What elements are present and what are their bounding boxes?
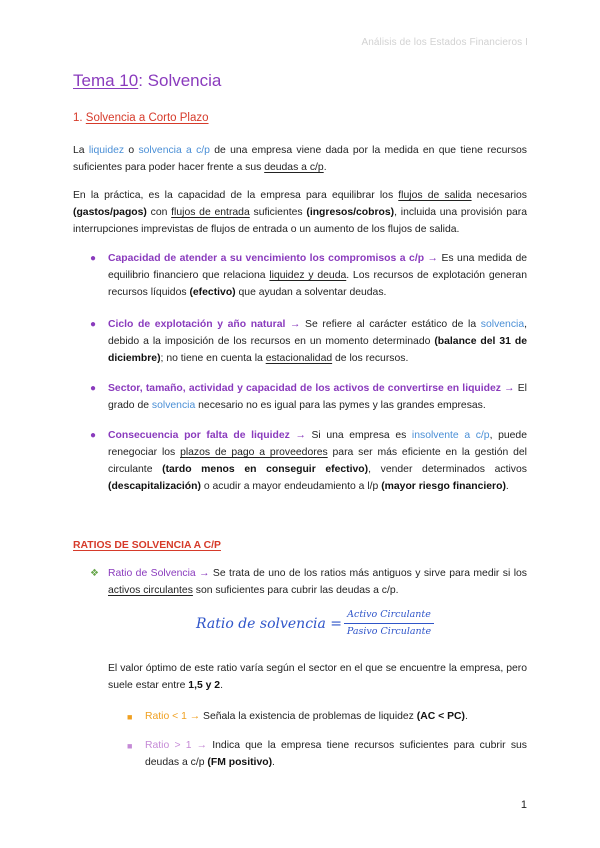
bold-term: 1,5 y 2 bbox=[188, 680, 221, 691]
term-solvencia: solvencia bbox=[151, 400, 196, 411]
ratio-lead: Ratio > 1 → bbox=[145, 740, 208, 751]
text: ; no tiene en cuenta la bbox=[160, 353, 266, 364]
bullet-sector bbox=[73, 380, 527, 414]
bullet-lead: Consecuencia por falta de liquidez → bbox=[108, 430, 306, 441]
page-number: 1 bbox=[520, 799, 527, 811]
page-title bbox=[73, 72, 221, 89]
text: con bbox=[146, 207, 172, 218]
term-solvencia-cp: solvencia a c/p bbox=[138, 145, 210, 156]
text: En la práctica, es la capacidad de la empresa para equilibrar los bbox=[73, 190, 399, 201]
term-solvencia: solvencia bbox=[480, 319, 525, 330]
diamond-bullet-icon: ❖ bbox=[90, 568, 99, 579]
text: El grado de bbox=[108, 383, 527, 411]
formula-fraction bbox=[344, 608, 434, 639]
bullet-dot-icon: ● bbox=[90, 383, 97, 394]
section-heading bbox=[73, 110, 209, 127]
text: . Los recursos de explotación generan recursos líquidos bbox=[108, 270, 527, 298]
term-liquidez: liquidez bbox=[88, 145, 125, 156]
ratio-solvencia-intro bbox=[108, 565, 527, 599]
text: de los recursos. bbox=[332, 353, 409, 364]
underlined-term: activos circulantes bbox=[108, 585, 193, 596]
bullet-lead: Sector, tamaño, actividad y capacidad de los activos de convertirse en liquidez → bbox=[108, 383, 515, 394]
bullet-dot-icon: ● bbox=[90, 253, 97, 264]
bullet-consecuencia bbox=[73, 427, 527, 495]
title-prefix: Tema 10 bbox=[73, 71, 139, 90]
text: . bbox=[272, 757, 275, 768]
paragraph-definition bbox=[73, 142, 527, 176]
text: . bbox=[323, 162, 327, 173]
section-label: Solvencia a Corto Plazo bbox=[85, 112, 209, 124]
text: necesarios bbox=[471, 190, 527, 201]
ratio-lead: Ratio < 1 → bbox=[145, 711, 201, 722]
text: Es una medida de equilibrio financiero que relaciona bbox=[108, 253, 528, 281]
running-header: Análisis de los Estados Financieros I bbox=[361, 37, 528, 48]
text: necesario no es igual para las pymes y las grandes empresas. bbox=[195, 400, 486, 411]
formula-denominator: Pasivo Circulante bbox=[346, 626, 432, 637]
text: para ser más eficiente en la gestión del circulante bbox=[108, 447, 527, 475]
text: . bbox=[464, 711, 468, 722]
text: suficientes bbox=[249, 207, 307, 218]
text: El valor óptimo de este ratio varía según el sector en el que se encuentre la empresa, pero suele estar entre bbox=[108, 663, 527, 691]
bold-term: (balance del 31 de diciembre) bbox=[108, 336, 527, 364]
text: , vender determinados activos bbox=[368, 464, 527, 475]
text: Se refiere al carácter estático de la bbox=[300, 319, 481, 330]
fraction-bar bbox=[344, 623, 434, 624]
paragraph-practice bbox=[73, 187, 527, 238]
text: son suficientes para cubrir las deudas a c/p. bbox=[192, 585, 399, 596]
bullet-dot-icon: ● bbox=[90, 319, 97, 330]
bullet-lead: Ciclo de explotación y año natural → bbox=[108, 319, 301, 330]
text: Señala la existencia de problemas de liquidez bbox=[200, 711, 417, 722]
formula-numerator: Activo Circulante bbox=[347, 609, 431, 620]
term-deudas: deudas a c/p bbox=[264, 162, 324, 173]
text: , debido a la imposición de los recursos en un momento determinado bbox=[108, 319, 527, 347]
bullet-body bbox=[108, 427, 527, 495]
term-flujos-entrada: flujos de entrada bbox=[171, 207, 250, 218]
ratios-heading: RATIOS DE SOLVENCIA A C/P bbox=[73, 540, 221, 551]
text: La bbox=[73, 145, 89, 156]
text: de una empresa viene dada por la medida en que tiene recursos suficientes para poder hacer frente a sus bbox=[73, 145, 527, 173]
term-flujos-salida: flujos de salida bbox=[398, 190, 472, 201]
bold-ingresos: (ingresos/cobros) bbox=[306, 207, 395, 218]
section-number: 1. bbox=[73, 112, 86, 124]
text: , puede renegociar los bbox=[108, 430, 527, 458]
underlined-term: liquidez y deuda bbox=[269, 270, 347, 281]
bold-term: (mayor riesgo financiero) bbox=[381, 481, 506, 492]
bold-term: (efectivo) bbox=[189, 287, 236, 298]
text: . bbox=[220, 680, 223, 691]
text: o acudir a mayor endeudamiento a l/p bbox=[200, 481, 382, 492]
ratio-lead: Ratio de Solvencia → bbox=[108, 568, 210, 579]
term-insolvente: insolvente a c/p bbox=[411, 430, 490, 441]
bold-term: (FM positivo) bbox=[207, 757, 273, 768]
bullet-body bbox=[108, 380, 527, 414]
bold-gastos: (gastos/pagos) bbox=[73, 207, 147, 218]
bullet-capacidad bbox=[73, 250, 527, 301]
text: Se trata de uno de los ratios más antiguos y sirve para medir si los bbox=[209, 568, 528, 579]
text: Si una empresa es bbox=[305, 430, 412, 441]
paragraph-optimal-value bbox=[108, 660, 527, 694]
bullet-ciclo bbox=[73, 316, 527, 367]
ratio-formula bbox=[196, 608, 436, 642]
bullet-dot-icon: ● bbox=[90, 430, 97, 441]
bullet-body bbox=[108, 316, 527, 367]
underlined-term: estacionalidad bbox=[265, 353, 333, 364]
bold-term: (tardo menos en conseguir efectivo) bbox=[162, 464, 369, 475]
title-rest: : Solvencia bbox=[138, 71, 222, 90]
bold-term: (AC < PC) bbox=[416, 711, 465, 722]
text: . bbox=[505, 481, 509, 492]
bold-term: (descapitalización) bbox=[108, 481, 201, 492]
square-bullet-icon: ■ bbox=[127, 741, 133, 751]
underlined-term: plazos de pago a proveedores bbox=[180, 447, 328, 458]
bullet-body bbox=[108, 250, 527, 301]
ratio-less-than-one bbox=[145, 708, 527, 725]
text: , incluida una provisión para interrupciones imprevistas de flujos de entrada o un aumento de los flujos de salida. bbox=[73, 207, 527, 235]
bullet-lead: Capacidad de atender a su vencimiento los compromisos a c/p → bbox=[108, 253, 438, 264]
formula-lhs: Ratio de solvencia = bbox=[196, 616, 343, 632]
ratio-greater-than-one bbox=[145, 737, 527, 771]
text: Indica que la empresa tiene recursos suficientes para cubrir sus deudas a c/p bbox=[145, 740, 528, 768]
text: o bbox=[124, 145, 139, 156]
square-bullet-icon: ■ bbox=[127, 712, 133, 722]
text: que ayudan a solventar deudas. bbox=[235, 287, 387, 298]
